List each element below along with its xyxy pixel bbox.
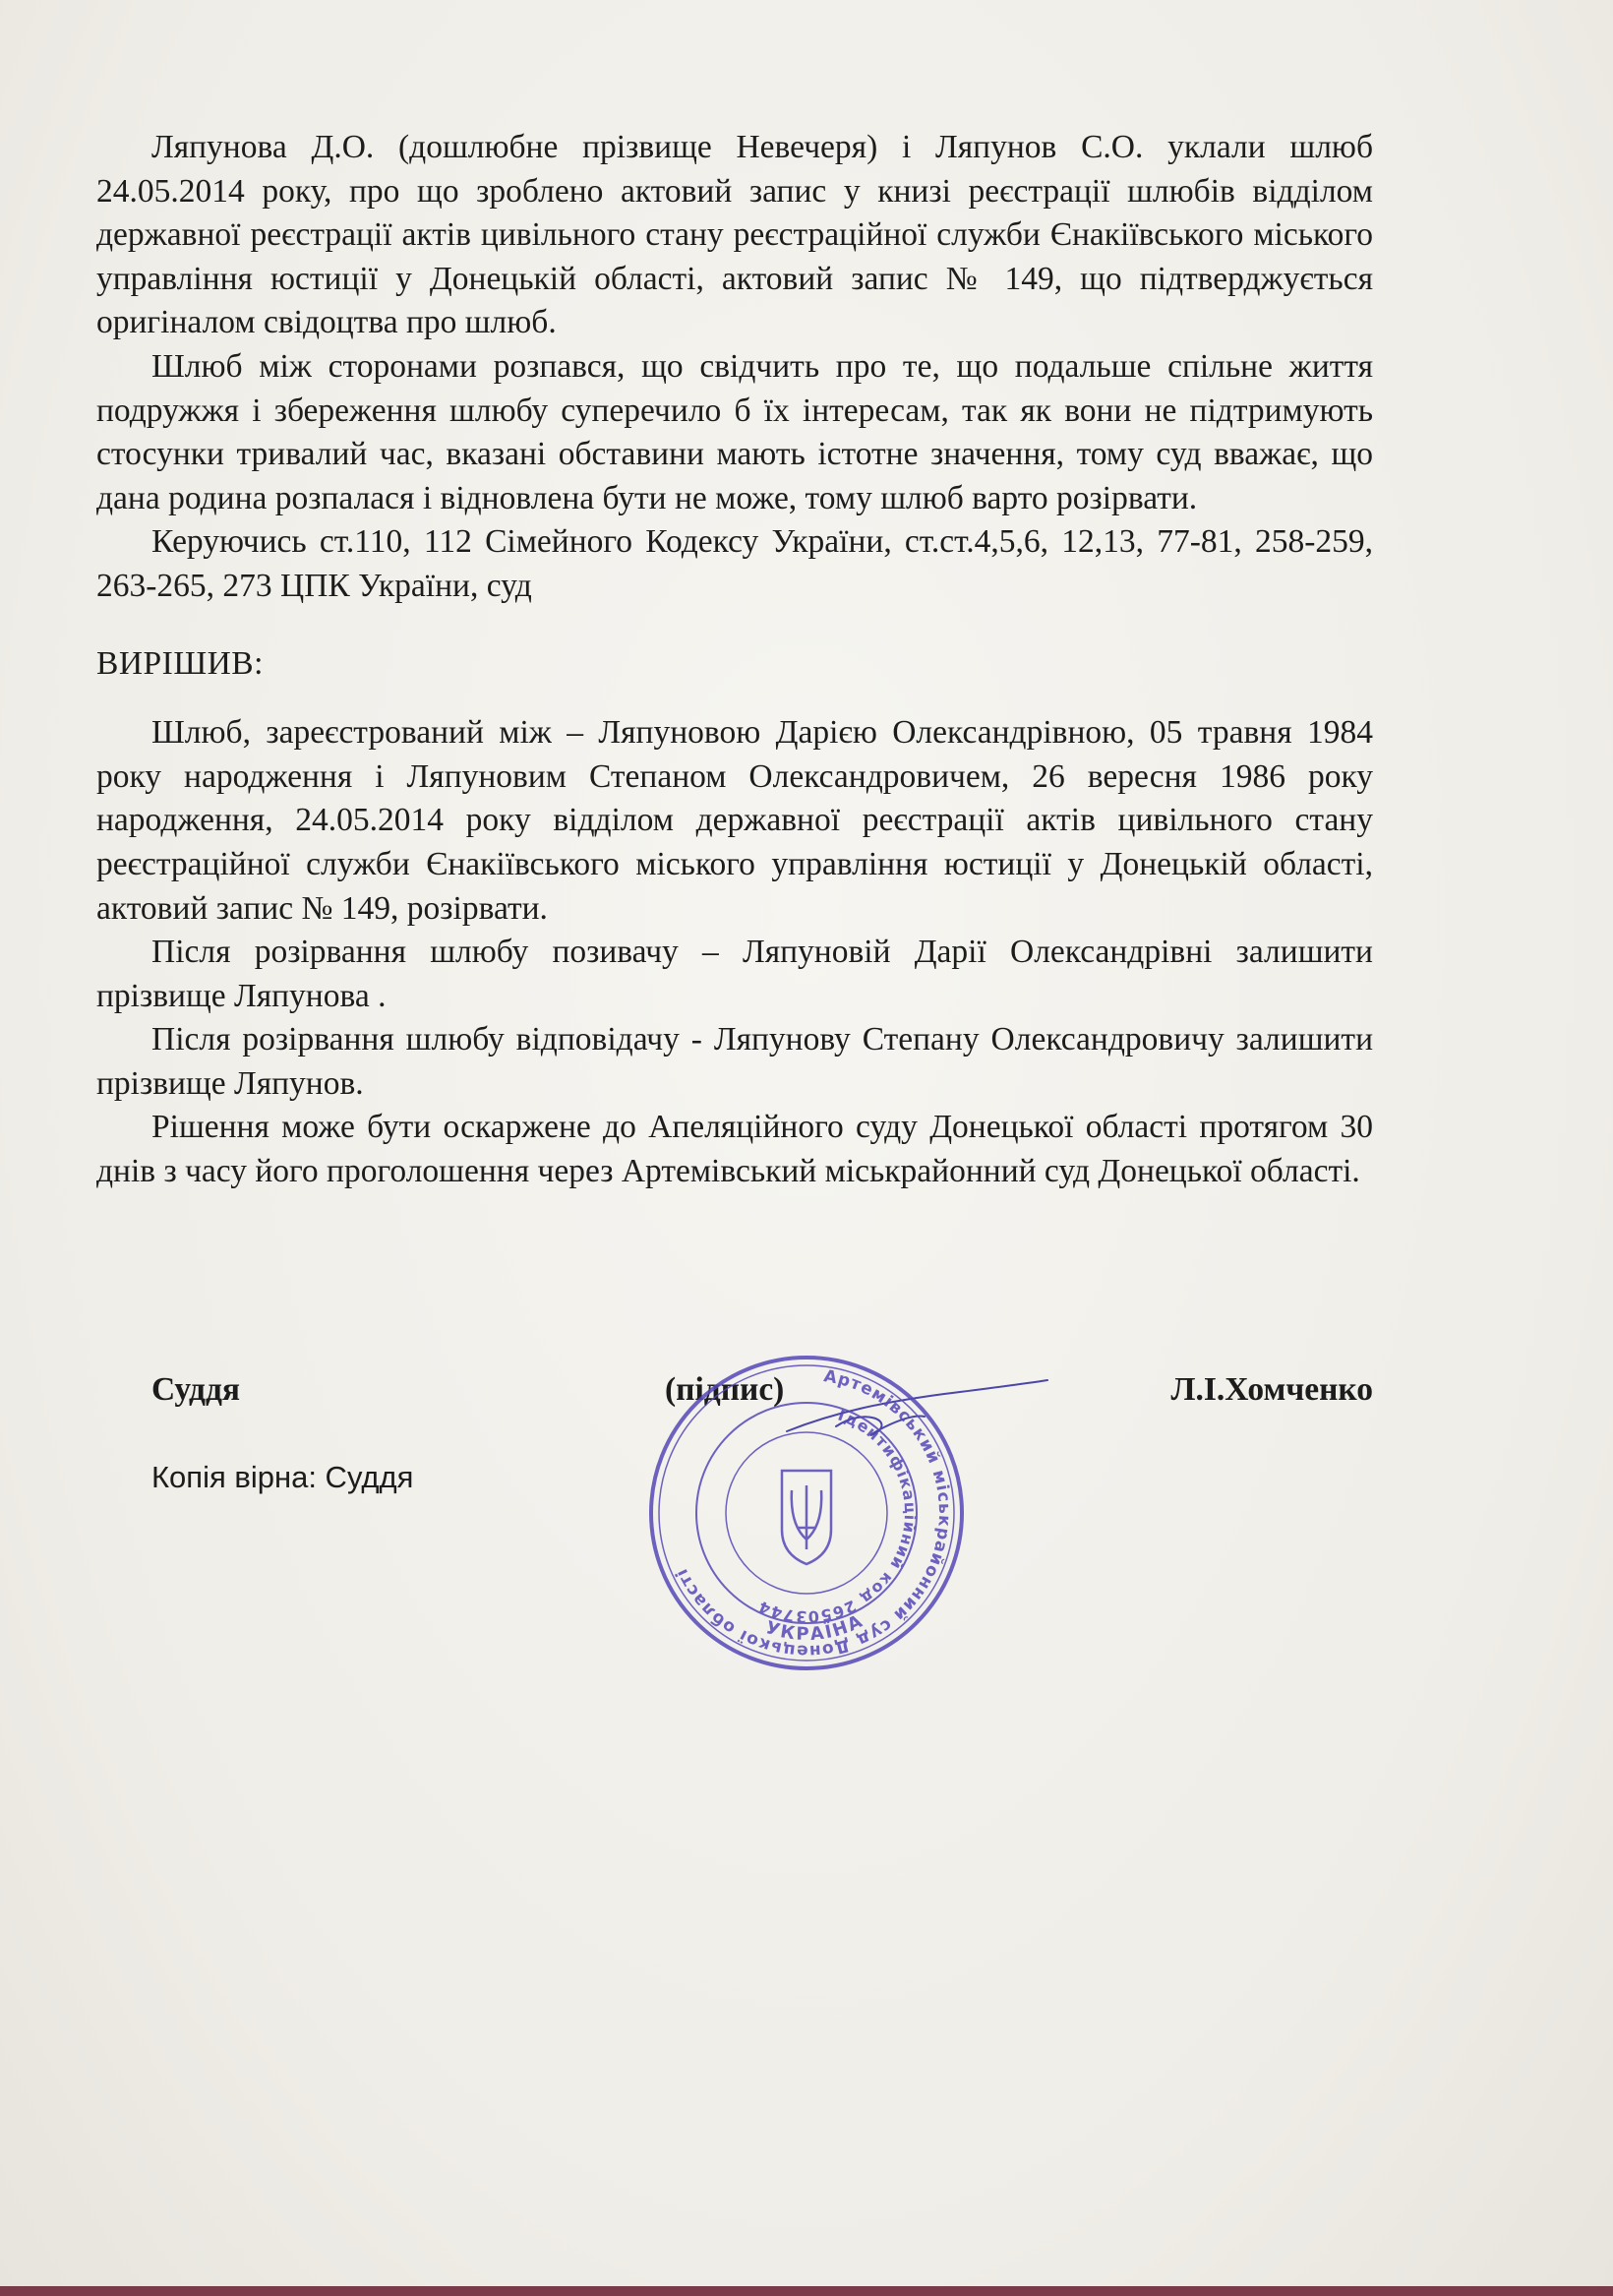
signature-placeholder: (підпис): [665, 1371, 785, 1408]
paragraph: Ляпунова Д.О. (дошлюбне прізвище Невечеря) і Ляпунов С.О. уклали шлюб 24.05.2014 року, про що зроблено актовий запис у книзі реєстрації шлюбів відділом державної реєстрації актів цивільного стану реєстраційної служби Єнакіївського міського управління юстиції у Донецькій області, актовий запис № 149, що підтверджується оригіналом свідоцтва про шлюб.: [96, 129, 1373, 341]
seal-country-text: УКРАЇНА: [762, 1610, 867, 1646]
scan-edge: [0, 2286, 1613, 2296]
decision-paragraph: Після розірвання шлюбу позивачу – Ляпуновій Дарії Олександрівні залишити прізвище Ляпунова .: [96, 934, 1373, 1014]
paragraph: Керуючись ст.110, 112 Сімейного Кодексу України, ст.ст.4,5,6, 12,13, 77-81, 258-259, 263-265, 273 ЦПК України, суд: [96, 523, 1373, 604]
verdict-heading: ВИРІШИВ:: [96, 644, 264, 682]
decision-paragraph: Шлюб, зареєстрований між – Ляпуновою Дарією Олександрівною, 05 травня 1984 року народження і Ляпуновим Степаном Олександровичем, 26 вересня 1986 року народження, 24.05.2014 року відділом державної реєстрації актів цивільного стану реєстраційної служби Єнакіївського міського управління юстиції у Донецькій області, актовий запис № 149, розірвати.: [96, 714, 1373, 927]
trident-icon: [782, 1471, 831, 1564]
decision-paragraph: Рішення може бути оскаржене до Апеляційного суду Донецької області протягом 30 днів з часу його проголошення через Артемівський міськрайонний суд Донецької області.: [96, 1109, 1373, 1190]
seal-outer-text: Артемівський міськрайонний суд Донецької області: [672, 1366, 955, 1662]
decision-paragraph: Після розірвання шлюбу відповідачу - Ляпунову Степану Олександровичу залишити прізвище Ляпунов.: [96, 1021, 1373, 1102]
paragraph: Шлюб між сторонами розпався, що свідчить про те, що подальше спільне життя подружжя і збереження шлюбу суперечило б їх інтересам, так як вони не підтримують стосунки тривалий час, вказані обставини мають істотне значення, тому суд вважає, що дана родина розпалася і відновлена бути не може, тому шлюб варто розірвати.: [96, 347, 1373, 516]
document-body: [96, 126, 1373, 1194]
seal-inner-text: Ідентифікаційний код 26503744: [754, 1405, 921, 1627]
judge-name: Л.І.Хомченко: [1170, 1371, 1373, 1408]
court-seal: [644, 1353, 969, 1672]
copy-certification: Копія вірна: Суддя: [151, 1460, 414, 1494]
judge-label: Суддя: [151, 1371, 241, 1408]
